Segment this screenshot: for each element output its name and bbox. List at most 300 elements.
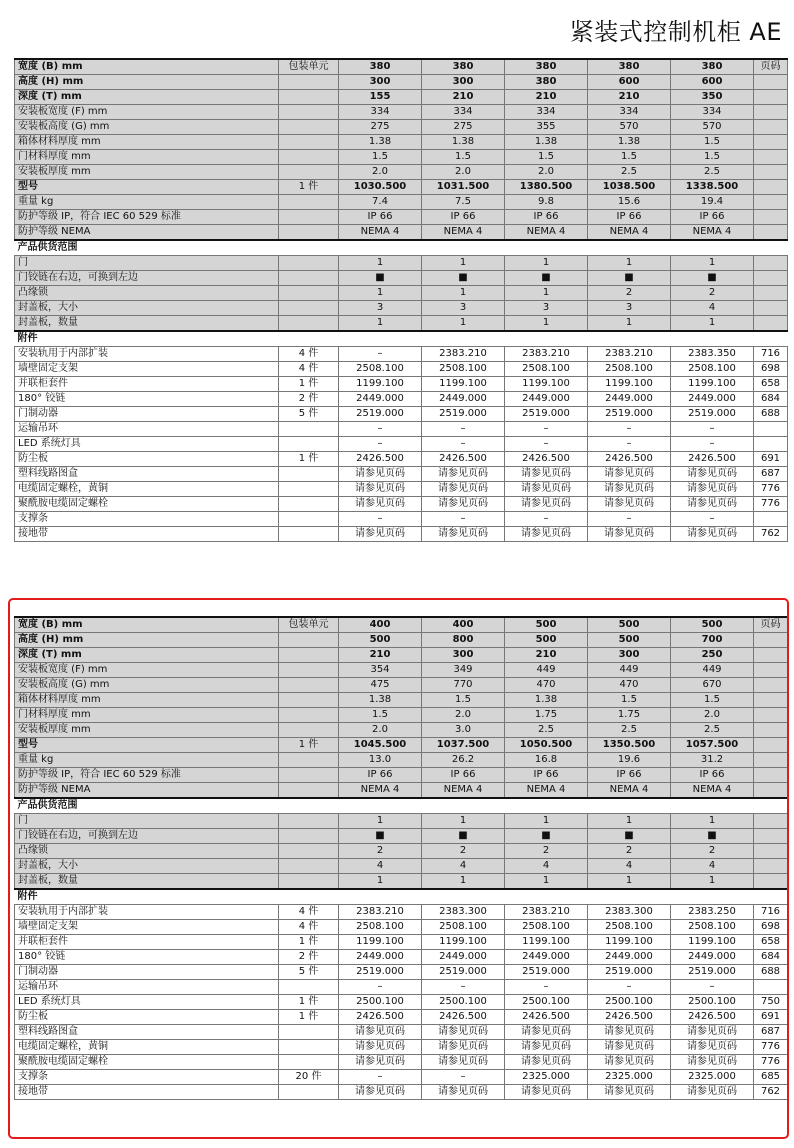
page-ref	[754, 783, 788, 799]
value-cell: 1	[422, 316, 505, 332]
package-unit	[279, 708, 339, 723]
row-label: 封盖板，大小	[15, 301, 279, 316]
page-ref: 762	[754, 527, 788, 542]
row-label: 电缆固定螺栓，黄铜	[15, 482, 279, 497]
value-cell: 1199.100	[671, 377, 754, 392]
spec-table-1	[14, 58, 788, 542]
package-unit	[279, 1085, 339, 1100]
value-cell: 请参见页码	[422, 497, 505, 512]
row-label: 宽度 (B) mm	[15, 617, 279, 633]
spec-row	[15, 135, 788, 150]
value-cell: 2426.500	[588, 1010, 671, 1025]
spec-row	[15, 150, 788, 165]
page-ref: 684	[754, 950, 788, 965]
value-cell: NEMA 4	[671, 783, 754, 799]
value-cell: ■	[422, 829, 505, 844]
value-cell: NEMA 4	[671, 225, 754, 241]
value-cell: –	[588, 422, 671, 437]
value-cell: NEMA 4	[422, 783, 505, 799]
row-label: 凸缘锁	[15, 286, 279, 301]
package-unit	[279, 844, 339, 859]
value-cell: 请参见页码	[505, 497, 588, 512]
row-label: 门制动器	[15, 965, 279, 980]
value-cell: 7.5	[422, 195, 505, 210]
value-cell: 2325.000	[671, 1070, 754, 1085]
package-unit	[279, 859, 339, 874]
value-cell: 1380.500	[505, 180, 588, 195]
value-cell: 请参见页码	[339, 527, 422, 542]
row-label: 安装板高度 (G) mm	[15, 120, 279, 135]
accessory-row	[15, 407, 788, 422]
value-cell: 2519.000	[671, 407, 754, 422]
page-ref	[754, 210, 788, 225]
value-cell: 1	[505, 286, 588, 301]
page-ref: 688	[754, 965, 788, 980]
value-cell: 2.0	[422, 165, 505, 180]
package-unit: 4 件	[279, 347, 339, 362]
package-unit	[279, 210, 339, 225]
value-cell: 1.38	[505, 135, 588, 150]
value-cell: –	[339, 437, 422, 452]
spec-row	[15, 738, 788, 753]
value-cell: 349	[422, 663, 505, 678]
value-cell: 请参见页码	[339, 467, 422, 482]
value-cell: 2508.100	[588, 362, 671, 377]
page-ref: 684	[754, 392, 788, 407]
page-header: 页码	[754, 617, 788, 633]
value-cell: 2508.100	[671, 362, 754, 377]
value-cell: 1199.100	[588, 935, 671, 950]
value-cell: 2449.000	[505, 392, 588, 407]
page-ref	[754, 723, 788, 738]
package-unit	[279, 814, 339, 829]
value-cell: 1199.100	[588, 377, 671, 392]
page-ref: 716	[754, 905, 788, 920]
value-cell: 1	[339, 316, 422, 332]
row-label: LED 系统灯具	[15, 437, 279, 452]
package-unit	[279, 165, 339, 180]
value-cell: 2508.100	[422, 920, 505, 935]
value-cell: 600	[671, 75, 754, 90]
value-cell: 1	[505, 874, 588, 890]
value-cell: 2383.300	[422, 905, 505, 920]
value-cell: 1.38	[339, 135, 422, 150]
value-cell: 380	[422, 59, 505, 75]
row-label: 安装板厚度 mm	[15, 165, 279, 180]
value-cell: 2426.500	[588, 452, 671, 467]
value-cell: 1	[671, 256, 754, 271]
value-cell: –	[671, 512, 754, 527]
page-ref: 698	[754, 362, 788, 377]
section-header	[15, 889, 788, 905]
value-cell: 2	[671, 286, 754, 301]
page-ref	[754, 105, 788, 120]
page-ref: 716	[754, 347, 788, 362]
value-cell: 500	[588, 617, 671, 633]
value-cell: 7.4	[339, 195, 422, 210]
package-unit	[279, 195, 339, 210]
section-header	[15, 240, 788, 256]
accessory-row	[15, 965, 788, 980]
spec-row	[15, 783, 788, 799]
value-cell: –	[422, 1070, 505, 1085]
row-label: 塑料线路图盒	[15, 467, 279, 482]
page-ref: 776	[754, 1055, 788, 1070]
value-cell: 4	[671, 301, 754, 316]
value-cell: 1.5	[505, 150, 588, 165]
value-cell: 19.6	[588, 753, 671, 768]
scope-row	[15, 859, 788, 874]
value-cell: –	[505, 980, 588, 995]
value-cell: 1	[588, 814, 671, 829]
package-unit	[279, 301, 339, 316]
accessory-row	[15, 377, 788, 392]
value-cell: 1057.500	[671, 738, 754, 753]
accessory-row	[15, 1025, 788, 1040]
page-ref	[754, 135, 788, 150]
value-cell: 请参见页码	[588, 1055, 671, 1070]
value-cell: 2449.000	[422, 950, 505, 965]
scope-row	[15, 316, 788, 332]
value-cell: –	[339, 1070, 422, 1085]
accessory-row	[15, 422, 788, 437]
value-cell: 2508.100	[671, 920, 754, 935]
value-cell: IP 66	[505, 768, 588, 783]
value-cell: 请参见页码	[671, 1085, 754, 1100]
value-cell: –	[422, 512, 505, 527]
row-label: 门铰链在右边，可换到左边	[15, 829, 279, 844]
value-cell: 2325.000	[505, 1070, 588, 1085]
value-cell: –	[422, 437, 505, 452]
value-cell: 700	[671, 633, 754, 648]
scope-row	[15, 301, 788, 316]
value-cell: 300	[588, 648, 671, 663]
spec-row	[15, 617, 788, 633]
value-cell: 请参见页码	[505, 1040, 588, 1055]
value-cell: 1	[671, 316, 754, 332]
package-unit	[279, 723, 339, 738]
row-label: 深度 (T) mm	[15, 90, 279, 105]
value-cell: 2449.000	[422, 392, 505, 407]
value-cell: 2519.000	[339, 965, 422, 980]
row-label: 防护等级 NEMA	[15, 225, 279, 241]
spec-row	[15, 210, 788, 225]
package-unit-header: 包装单元	[279, 59, 339, 75]
value-cell: 1.38	[505, 693, 588, 708]
value-cell: 449	[671, 663, 754, 678]
value-cell: 1	[505, 256, 588, 271]
value-cell: –	[505, 437, 588, 452]
package-unit-header: 包装单元	[279, 617, 339, 633]
value-cell: 250	[671, 648, 754, 663]
value-cell: 1	[671, 874, 754, 890]
value-cell: 2.0	[339, 723, 422, 738]
value-cell: 380	[505, 75, 588, 90]
value-cell: IP 66	[422, 210, 505, 225]
value-cell: 2519.000	[671, 965, 754, 980]
spec-row	[15, 693, 788, 708]
page-ref	[754, 753, 788, 768]
page-ref	[754, 512, 788, 527]
value-cell: 500	[588, 633, 671, 648]
package-unit	[279, 286, 339, 301]
package-unit: 4 件	[279, 920, 339, 935]
page-ref	[754, 980, 788, 995]
value-cell: 1	[422, 256, 505, 271]
page-ref: 776	[754, 497, 788, 512]
value-cell: 470	[505, 678, 588, 693]
value-cell: 请参见页码	[588, 1040, 671, 1055]
value-cell: 210	[505, 90, 588, 105]
row-label: 封盖板，数量	[15, 316, 279, 332]
page-ref: 776	[754, 1040, 788, 1055]
page-ref	[754, 165, 788, 180]
package-unit	[279, 225, 339, 241]
value-cell: 2426.500	[505, 1010, 588, 1025]
page-ref	[754, 120, 788, 135]
package-unit	[279, 316, 339, 332]
row-label: 安装轨用于内部扩装	[15, 347, 279, 362]
row-label: 防护等级 IP，符合 IEC 60 529 标准	[15, 768, 279, 783]
spec-row	[15, 678, 788, 693]
value-cell: 470	[588, 678, 671, 693]
value-cell: 1	[422, 874, 505, 890]
value-cell: 3	[505, 301, 588, 316]
value-cell: ■	[588, 271, 671, 286]
page-ref: 776	[754, 482, 788, 497]
value-cell: –	[588, 512, 671, 527]
row-label: 聚酰胺电缆固定螺栓	[15, 1055, 279, 1070]
page-ref	[754, 829, 788, 844]
page-ref	[754, 422, 788, 437]
value-cell: –	[339, 980, 422, 995]
package-unit	[279, 678, 339, 693]
row-label: 运输吊环	[15, 980, 279, 995]
value-cell: 请参见页码	[505, 1085, 588, 1100]
page-ref	[754, 90, 788, 105]
accessory-row	[15, 497, 788, 512]
value-cell: 1.38	[588, 135, 671, 150]
package-unit	[279, 150, 339, 165]
value-cell: 请参见页码	[671, 497, 754, 512]
value-cell: 请参见页码	[588, 527, 671, 542]
value-cell: 2.0	[505, 165, 588, 180]
row-label: 型号	[15, 180, 279, 195]
value-cell: –	[671, 422, 754, 437]
value-cell: 334	[339, 105, 422, 120]
value-cell: 1	[422, 286, 505, 301]
value-cell: 请参见页码	[422, 467, 505, 482]
value-cell: 请参见页码	[505, 527, 588, 542]
spec-row	[15, 165, 788, 180]
page-ref	[754, 738, 788, 753]
value-cell: 2508.100	[588, 920, 671, 935]
value-cell: NEMA 4	[588, 225, 671, 241]
value-cell: 800	[422, 633, 505, 648]
value-cell: 请参见页码	[339, 1055, 422, 1070]
package-unit: 4 件	[279, 362, 339, 377]
value-cell: 1199.100	[671, 935, 754, 950]
page-ref	[754, 678, 788, 693]
value-cell: 2500.100	[671, 995, 754, 1010]
value-cell: 300	[422, 648, 505, 663]
spec-row	[15, 105, 788, 120]
value-cell: 请参见页码	[422, 1085, 505, 1100]
row-label: 箱体材料厚度 mm	[15, 135, 279, 150]
row-label: 门材料厚度 mm	[15, 150, 279, 165]
value-cell: 1.5	[671, 693, 754, 708]
value-cell: 4	[339, 859, 422, 874]
row-label: 封盖板，数量	[15, 874, 279, 890]
accessory-row	[15, 905, 788, 920]
scope-row	[15, 814, 788, 829]
spec-row	[15, 633, 788, 648]
value-cell: 请参见页码	[588, 467, 671, 482]
page-ref	[754, 271, 788, 286]
package-unit	[279, 135, 339, 150]
page-ref	[754, 180, 788, 195]
row-label: 门制动器	[15, 407, 279, 422]
spec-row	[15, 75, 788, 90]
value-cell: 1050.500	[505, 738, 588, 753]
accessory-row	[15, 1010, 788, 1025]
package-unit: 20 件	[279, 1070, 339, 1085]
row-label: 安装板高度 (G) mm	[15, 678, 279, 693]
row-label: 箱体材料厚度 mm	[15, 693, 279, 708]
value-cell: 2519.000	[588, 965, 671, 980]
value-cell: 380	[505, 59, 588, 75]
value-cell: 1199.100	[505, 935, 588, 950]
value-cell: 请参见页码	[671, 1025, 754, 1040]
value-cell: 1	[588, 316, 671, 332]
accessory-row	[15, 347, 788, 362]
value-cell: 2.5	[505, 723, 588, 738]
value-cell: 770	[422, 678, 505, 693]
row-label: 防护等级 IP，符合 IEC 60 529 标准	[15, 210, 279, 225]
page-ref: 762	[754, 1085, 788, 1100]
value-cell: 1030.500	[339, 180, 422, 195]
row-label: 墙壁固定支架	[15, 920, 279, 935]
row-label: 门	[15, 256, 279, 271]
value-cell: IP 66	[505, 210, 588, 225]
value-cell: –	[339, 512, 422, 527]
value-cell: 2	[422, 844, 505, 859]
page-title: 紧装式控制机柜 AE	[569, 18, 782, 46]
value-cell: 400	[339, 617, 422, 633]
row-label: 墙壁固定支架	[15, 362, 279, 377]
value-cell: 380	[339, 59, 422, 75]
value-cell: 1	[339, 286, 422, 301]
spec-row	[15, 120, 788, 135]
value-cell: 1	[422, 814, 505, 829]
page-header: 页码	[754, 59, 788, 75]
value-cell: ■	[671, 829, 754, 844]
value-cell: 2.5	[588, 723, 671, 738]
spec-row	[15, 708, 788, 723]
section-title: 附件	[15, 331, 788, 347]
value-cell: 2519.000	[588, 407, 671, 422]
value-cell: 1338.500	[671, 180, 754, 195]
row-label: 高度 (H) mm	[15, 633, 279, 648]
value-cell: 2426.500	[339, 452, 422, 467]
value-cell: 请参见页码	[505, 1025, 588, 1040]
value-cell: NEMA 4	[505, 783, 588, 799]
value-cell: 请参见页码	[339, 1025, 422, 1040]
value-cell: 155	[339, 90, 422, 105]
value-cell: –	[422, 422, 505, 437]
value-cell: –	[339, 347, 422, 362]
value-cell: 1.5	[588, 150, 671, 165]
value-cell: 500	[339, 633, 422, 648]
value-cell: 2449.000	[671, 392, 754, 407]
package-unit: 1 件	[279, 995, 339, 1010]
spec-row	[15, 768, 788, 783]
value-cell: 2.5	[671, 165, 754, 180]
page-ref	[754, 75, 788, 90]
package-unit	[279, 980, 339, 995]
value-cell: 1.5	[339, 150, 422, 165]
value-cell: NEMA 4	[505, 225, 588, 241]
accessory-row	[15, 1040, 788, 1055]
package-unit	[279, 256, 339, 271]
page-ref	[754, 708, 788, 723]
value-cell: 2519.000	[422, 965, 505, 980]
value-cell: 400	[422, 617, 505, 633]
package-unit	[279, 437, 339, 452]
package-unit	[279, 693, 339, 708]
package-unit	[279, 753, 339, 768]
value-cell: 2500.100	[422, 995, 505, 1010]
value-cell: 请参见页码	[339, 1040, 422, 1055]
value-cell: NEMA 4	[339, 783, 422, 799]
scope-row	[15, 271, 788, 286]
row-label: 门材料厚度 mm	[15, 708, 279, 723]
page-ref	[754, 437, 788, 452]
value-cell: 1	[505, 316, 588, 332]
row-label: 防尘板	[15, 1010, 279, 1025]
accessory-row	[15, 362, 788, 377]
row-label: 聚酰胺电缆固定螺栓	[15, 497, 279, 512]
value-cell: 请参见页码	[671, 1055, 754, 1070]
page-ref	[754, 225, 788, 241]
row-label: 接地带	[15, 1085, 279, 1100]
value-cell: 2508.100	[339, 920, 422, 935]
page-ref	[754, 195, 788, 210]
value-cell: –	[422, 980, 505, 995]
value-cell: 2.0	[671, 708, 754, 723]
package-unit	[279, 1025, 339, 1040]
value-cell: 300	[339, 75, 422, 90]
value-cell: 380	[588, 59, 671, 75]
value-cell: 1199.100	[505, 377, 588, 392]
value-cell: 2500.100	[339, 995, 422, 1010]
row-label: 防护等级 NEMA	[15, 783, 279, 799]
page-ref	[754, 693, 788, 708]
value-cell: 2508.100	[339, 362, 422, 377]
row-label: 型号	[15, 738, 279, 753]
page-ref: 658	[754, 377, 788, 392]
row-label: 并联柜套件	[15, 935, 279, 950]
value-cell: 500	[671, 617, 754, 633]
value-cell: 2383.210	[505, 347, 588, 362]
row-label: 重量 kg	[15, 753, 279, 768]
value-cell: 请参见页码	[339, 482, 422, 497]
package-unit	[279, 1055, 339, 1070]
value-cell: 334	[588, 105, 671, 120]
value-cell: 1045.500	[339, 738, 422, 753]
value-cell: 2	[671, 844, 754, 859]
page-ref: 691	[754, 452, 788, 467]
